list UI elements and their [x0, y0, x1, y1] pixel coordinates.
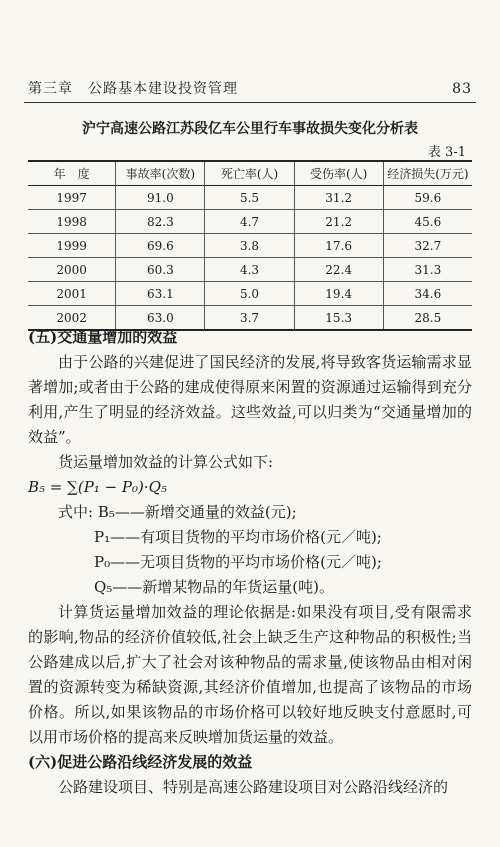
table-title: 沪宁高速公路江苏段亿车公里行车事故损失变化分析表: [82, 121, 418, 137]
header-rule: [24, 102, 476, 103]
column-header: 年 度: [53, 167, 90, 181]
table-cell: 59.6: [383, 186, 472, 210]
table-cell: 31.3: [383, 258, 472, 282]
table-number: 表 3-1: [427, 145, 466, 160]
formula: B₅ = ∑(P₁ − P₀)·Q₅: [28, 478, 167, 496]
table-cell: 4.3: [205, 258, 294, 282]
table-cell: 3.8: [205, 234, 294, 258]
table-cell: 28.5: [383, 306, 472, 331]
table-row: [28, 186, 472, 210]
table-cell: 1999: [56, 238, 87, 253]
column-header: 死亡率(人): [205, 161, 294, 186]
column-header: 事故率(次数): [116, 161, 205, 186]
table-row: [28, 258, 472, 282]
data-table: [28, 160, 472, 331]
table-cell: 2001: [56, 286, 87, 301]
table-cell: 2002: [56, 310, 87, 325]
table-cell: 34.6: [383, 282, 472, 306]
table-cell: 2000: [56, 262, 87, 277]
table-cell: 3.7: [205, 306, 294, 331]
table-row: [28, 210, 472, 234]
paragraph: 由于公路的兴建促进了国民经济的发展,将导致客货运输需求显著增加;或者由于公路的建成使得原来闲置的资源通过运输得到充分利用,产生了明显的经济效益。这些效益,可以归类为“交通量增加的效益”。: [28, 353, 472, 446]
table-cell: 17.6: [294, 234, 383, 258]
table-cell: 1997: [56, 190, 87, 205]
table-cell: 60.3: [116, 258, 205, 282]
paragraph: 计算货运量增加效益的理论依据是:如果没有项目,受有限需求的影响,物品的经济价值较低,社会上缺乏生产这种物品的积极性;当公路建成以后,扩大了社会对该种物品的需求量,使该物品由相对闲置的资源转变为稀缺资源,其经济价值增加,也提高了该物品的市场价格。所以,如果该物品的市场价格可以较好地反映支付意愿时,可以用市场价格的提高来反映增加货运量的效益。: [28, 603, 472, 746]
table-cell: 69.6: [116, 234, 205, 258]
body-text: [28, 325, 472, 800]
paragraph: 公路建设项目、特别是高速公路建设项目对公路沿线经济的: [58, 778, 449, 796]
table-cell: 31.2: [294, 186, 383, 210]
table-cell: 82.3: [116, 210, 205, 234]
section-heading: (六)促进公路沿线经济发展的效益: [28, 753, 253, 771]
section-heading: (五)交通量增加的效益: [28, 328, 178, 346]
formula-definition: Q₅——新增某物品的年货运量(吨)。: [94, 578, 335, 596]
paragraph: 货运量增加效益的计算公式如下:: [58, 453, 274, 471]
table-row: [28, 282, 472, 306]
table-header-row: [28, 161, 472, 186]
formula-definition: P₀——无项目货物的平均市场价格(元／吨);: [94, 553, 382, 571]
table-cell: 63.0: [116, 306, 205, 331]
column-header: 受伤率(人): [294, 161, 383, 186]
formula-definition: P₁——有项目货物的平均市场价格(元／吨);: [94, 528, 382, 546]
table-cell: 32.7: [383, 234, 472, 258]
table-cell: 63.1: [116, 282, 205, 306]
column-header: 经济损失(万元): [383, 161, 472, 186]
table-cell: 5.0: [205, 282, 294, 306]
table-cell: 91.0: [116, 186, 205, 210]
table-cell: 21.2: [294, 210, 383, 234]
page-header: [28, 78, 472, 98]
table-row: [28, 234, 472, 258]
table-cell: 19.4: [294, 282, 383, 306]
formula-definition: 式中: B₅——新增交通量的效益(元);: [58, 503, 297, 521]
table-cell: 1998: [56, 214, 87, 229]
table-cell: 5.5: [205, 186, 294, 210]
table-cell: 45.6: [383, 210, 472, 234]
table-cell: 15.3: [294, 306, 383, 331]
chapter-title: 第三章 公路基本建设投资管理: [28, 81, 238, 97]
table-cell: 22.4: [294, 258, 383, 282]
table-cell: 4.7: [205, 210, 294, 234]
page-number: 83: [452, 81, 472, 97]
